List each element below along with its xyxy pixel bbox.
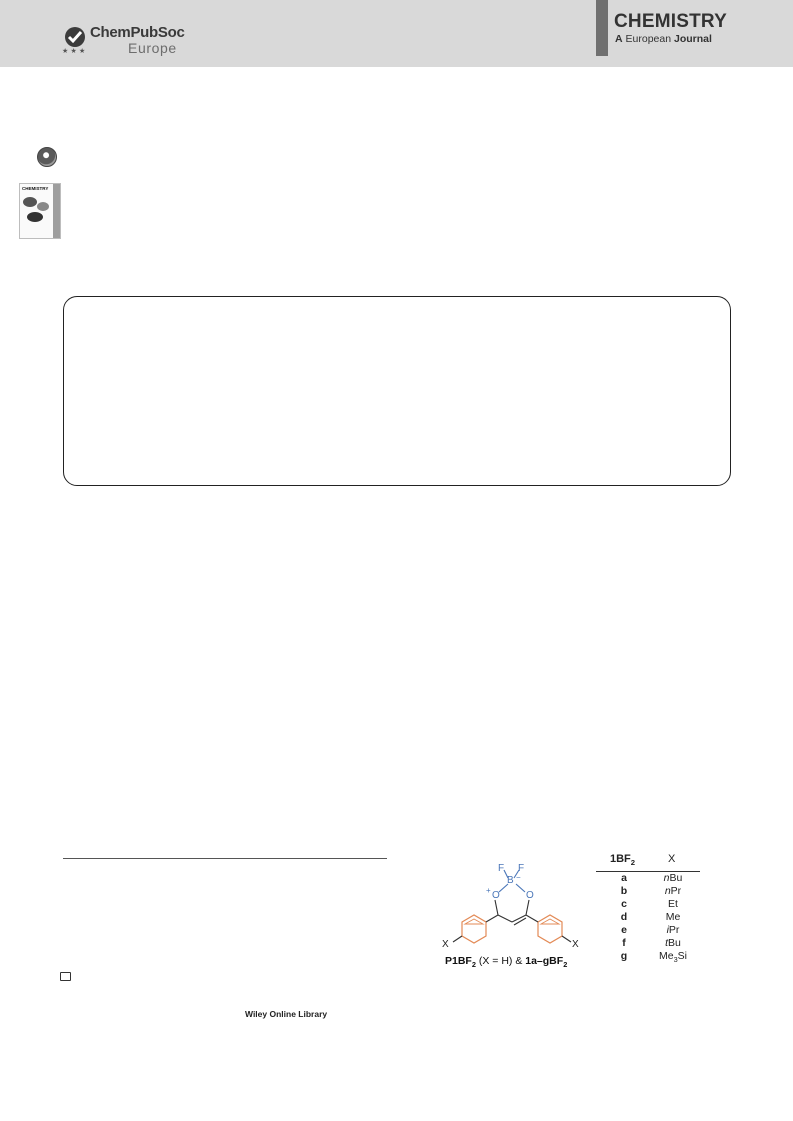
table-row [596,872,700,885]
cover-side-bar [53,184,60,238]
crossmark-icon[interactable] [37,147,57,167]
journal-subtitle-journal: Journal [673,33,712,45]
comment-icon[interactable] [60,972,71,981]
substituent-value: nBu [663,872,683,884]
chempubsoc-star-icon [60,22,90,56]
table-row [596,924,700,937]
substituent-value: Me [665,911,681,923]
cover-image-blob [37,202,49,211]
compound-id: e [621,924,627,936]
table-header [596,853,700,868]
substituent-value: $Me_3Si$ [658,950,688,965]
svg-text:★ ★ ★: ★ ★ ★ [62,47,86,55]
figure-compound-caption [445,955,567,969]
substituent-x-right: X [572,939,579,950]
publisher-name: ChemPubSoc [90,24,185,41]
footnote-rule [63,858,387,859]
oxygen-right-label: O [526,890,534,901]
table-body [596,872,700,963]
caption-compounds: 1a–gBF [525,955,564,967]
caption-sub-b: 2 [563,960,568,970]
oxygen-left-label: O [492,890,500,901]
substituent-value: nPr [664,885,682,897]
compound-id: f [622,937,626,949]
journal-subtitle-european: European [625,33,672,45]
publisher-region: Europe [128,40,177,56]
table-header-substituent: X [668,853,676,865]
substituent-value: tBu [665,937,681,949]
journal-cover-thumbnail[interactable] [19,183,61,239]
table-row [596,898,700,911]
boron-label: B [507,875,514,886]
fluorine-right-label: F [518,863,525,874]
caption-middle: (X = H) & [475,955,526,967]
table-row [596,885,700,898]
page-header [0,0,793,67]
table-header-compound: $1BF_2$ [610,853,636,868]
caption-sub-a: 2 [471,960,476,970]
table-row [596,950,700,963]
wiley-online-library-link[interactable]: Wiley Online Library [245,1009,328,1019]
substituent-value: iPr [666,924,680,936]
compound-id: g [620,950,628,962]
compound-id: d [620,911,628,923]
table-row [596,911,700,924]
substituent-x-left: X [442,939,449,950]
abstract-box [63,296,731,486]
journal-subtitle [615,33,712,45]
journal-title[interactable]: CHEMISTRY [614,11,727,32]
boron-charge: − [516,873,521,882]
cover-image-blob [23,197,37,207]
compound-id: a [621,872,627,884]
compound-id: b [620,885,628,897]
cover-image-blob [27,212,43,222]
table-row [596,937,700,950]
journal-accent-bar [596,0,608,56]
fluorine-left-label: F [498,863,505,874]
substituent-table [596,853,700,963]
journal-subtitle-a: A [615,33,623,45]
compound-id: c [621,898,627,910]
publisher-logo[interactable] [60,20,210,60]
left-phenyl-ring [462,915,486,943]
oxygen-left-charge: + [486,886,491,895]
right-phenyl-ring [538,915,562,943]
cover-title: CHEMISTRY [22,186,49,191]
caption-p1: P1BF [445,955,472,967]
substituent-value: Et [668,898,678,910]
